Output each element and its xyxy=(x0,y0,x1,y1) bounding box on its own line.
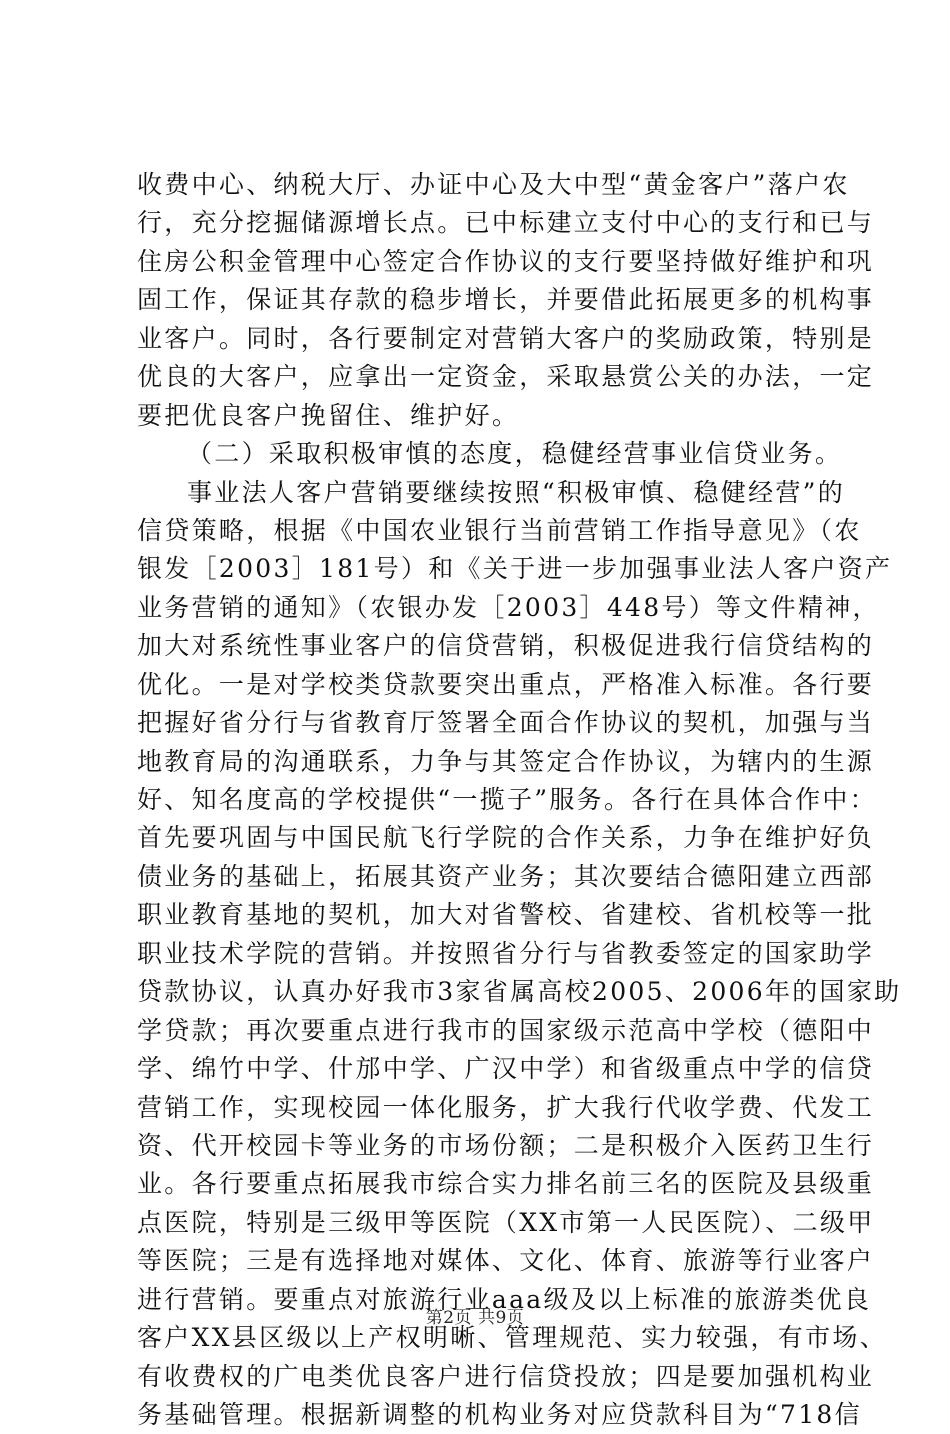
text-line: 贷款协议，认真办好我市3家省属高校2005、2006年的国家助 xyxy=(137,977,902,1007)
text-line: 业务营销的通知》（农银办发［2003］448号）等文件精神， xyxy=(137,592,880,622)
text-line: 业客户。同时，各行要制定对营销大客户的奖励政策，特别是 xyxy=(137,323,875,353)
text-line: 加大对系统性事业客户的信贷营销，积极促进我行信贷结构的 xyxy=(137,631,875,661)
text-line: 把握好省分行与省教育厅签署全面合作协议的契机，加强与当 xyxy=(137,708,875,738)
text-line: 信贷策略，根据《中国农业银行当前营销工作指导意见》（农 xyxy=(137,515,862,545)
text-line: 资、代开校园卡等业务的市场份额；二是积极介入医药卫生行 xyxy=(137,1130,875,1160)
text-line: 固工作，保证其存款的稳步增长，并要借此拓展更多的机构事 xyxy=(137,285,875,315)
text-line: 学贷款；再次要重点进行我市的国家级示范高中学校（德阳中 xyxy=(137,1015,875,1045)
text-line: 要把优良客户挽留住、维护好。 xyxy=(137,400,520,430)
text-line: 业。各行要重点拓展我市综合实力排名前三名的医院及县级重 xyxy=(137,1169,875,1199)
section-heading: （二）采取积极审慎的态度，稳健经营事业信贷业务。 xyxy=(187,439,843,469)
text-line: 营销工作，实现校园一体化服务，扩大我行代收学费、代发工 xyxy=(137,1092,875,1122)
text-line: 有收费权的广电类优良客户进行信贷投放；四是要加强机构业 xyxy=(137,1361,875,1391)
text-line: 职业技术学院的营销。并按照省分行与省教委签定的国家助学 xyxy=(137,938,875,968)
page-number-footer: 第2页 共9页 xyxy=(425,1308,525,1328)
paragraph-start: 事业法人客户营销要继续按照“积极审慎、稳健经营”的 xyxy=(187,477,846,507)
text-line: 银发［2003］181号）和《关于进一步加强事业法人客户资产 xyxy=(137,554,893,584)
text-line: 地教育局的沟通联系，力争与其签定合作协议，为辖内的生源 xyxy=(137,746,875,776)
text-line: 收费中心、纳税大厅、办证中心及大中型“黄金客户”落户农 xyxy=(137,170,850,199)
text-line: 住房公积金管理中心签定合作协议的支行要坚持做好维护和巩 xyxy=(137,246,875,276)
body-text xyxy=(137,166,902,1434)
text-line: 等医院；三是有选择地对媒体、文化、体育、旅游等行业客户 xyxy=(137,1246,875,1276)
text-line: 点医院，特别是三级甲等医院（XX市第一人民医院）、二级甲 xyxy=(137,1207,875,1237)
text-line: 债业务的基础上，拓展其资产业务；其次要结合德阳建立西部 xyxy=(137,861,875,891)
text-line: 职业教育基地的契机，加大对省警校、省建校、省机校等一批 xyxy=(137,900,875,930)
text-line: 学、绵竹中学、什邡中学、广汉中学）和省级重点中学的信贷 xyxy=(137,1054,875,1084)
text-line: 首先要巩固与中国民航飞行学院的合作关系，力争在维护好负 xyxy=(137,823,875,853)
text-line: 优良的大客户，应拿出一定资金，采取悬赏公关的办法，一定 xyxy=(137,362,875,392)
text-line: 好、知名度高的学校提供“一揽子”服务。各行在具体合作中： xyxy=(137,785,877,814)
text-line: 优化。一是对学校类贷款要突出重点，严格准入标准。各行要 xyxy=(137,669,875,699)
text-line: 客户XX县区级以上产权明晰、管理规范、实力较强，有市场、 xyxy=(137,1323,887,1353)
text-line: 进行营销。要重点对旅游行业aaa级及以上标准的旅游类优良 xyxy=(137,1284,872,1314)
text-line: 行，充分挖掘储源增长点。已中标建立支付中心的支行和已与 xyxy=(137,208,875,238)
text-line: 务基础管理。根据新调整的机构业务对应贷款科目为“718信 xyxy=(137,1400,862,1429)
